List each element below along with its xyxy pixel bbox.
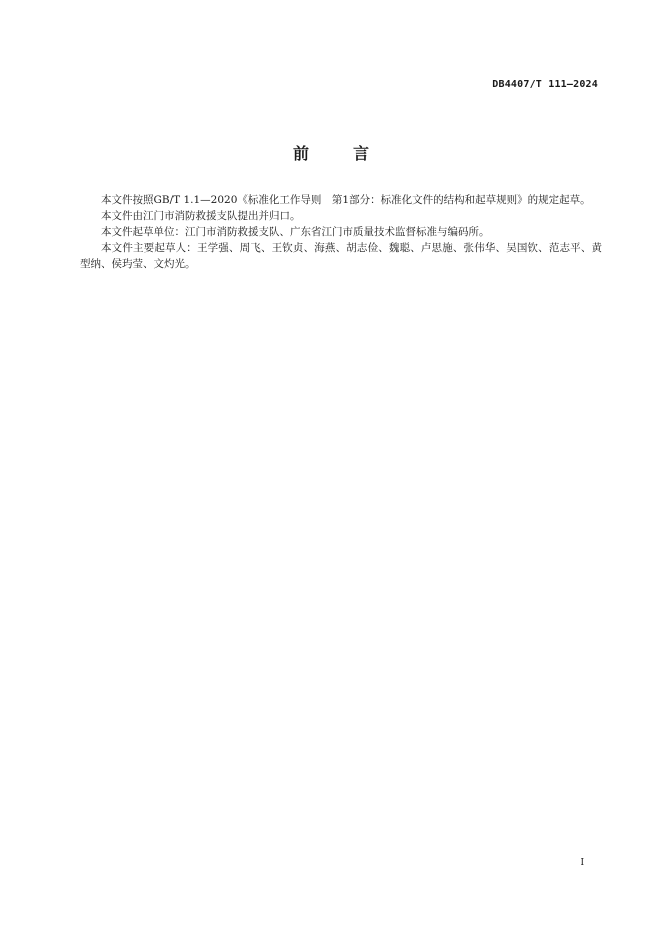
paragraph-drafting-basis: 本文件按照GB/T 1.1—2020《标准化工作导则 第1部分：标准化文件的结构和起草规则》的规定起草。 <box>101 194 591 206</box>
foreword-body <box>80 192 602 272</box>
paragraph-drafters: 本文件主要起草人：王学强、周飞、王钦贞、海燕、胡志俭、魏聪、卢思施、张伟华、吴国钦、范志平、黄型纳、侯玙莹、文灼光。 <box>80 242 602 270</box>
page-number: I <box>580 858 584 868</box>
paragraph-proposer: 本文件由江门市消防救援支队提出并归口。 <box>101 210 301 222</box>
title-char-1: 前 <box>292 144 309 163</box>
paragraph-drafting-units: 本文件起草单位：江门市消防救援支队、广东省江门市质量技术监督标准与编码所。 <box>101 226 490 238</box>
page-title <box>0 141 662 164</box>
title-char-2: 言 <box>353 144 370 163</box>
document-code: DB4407/T 111—2024 <box>492 79 598 90</box>
